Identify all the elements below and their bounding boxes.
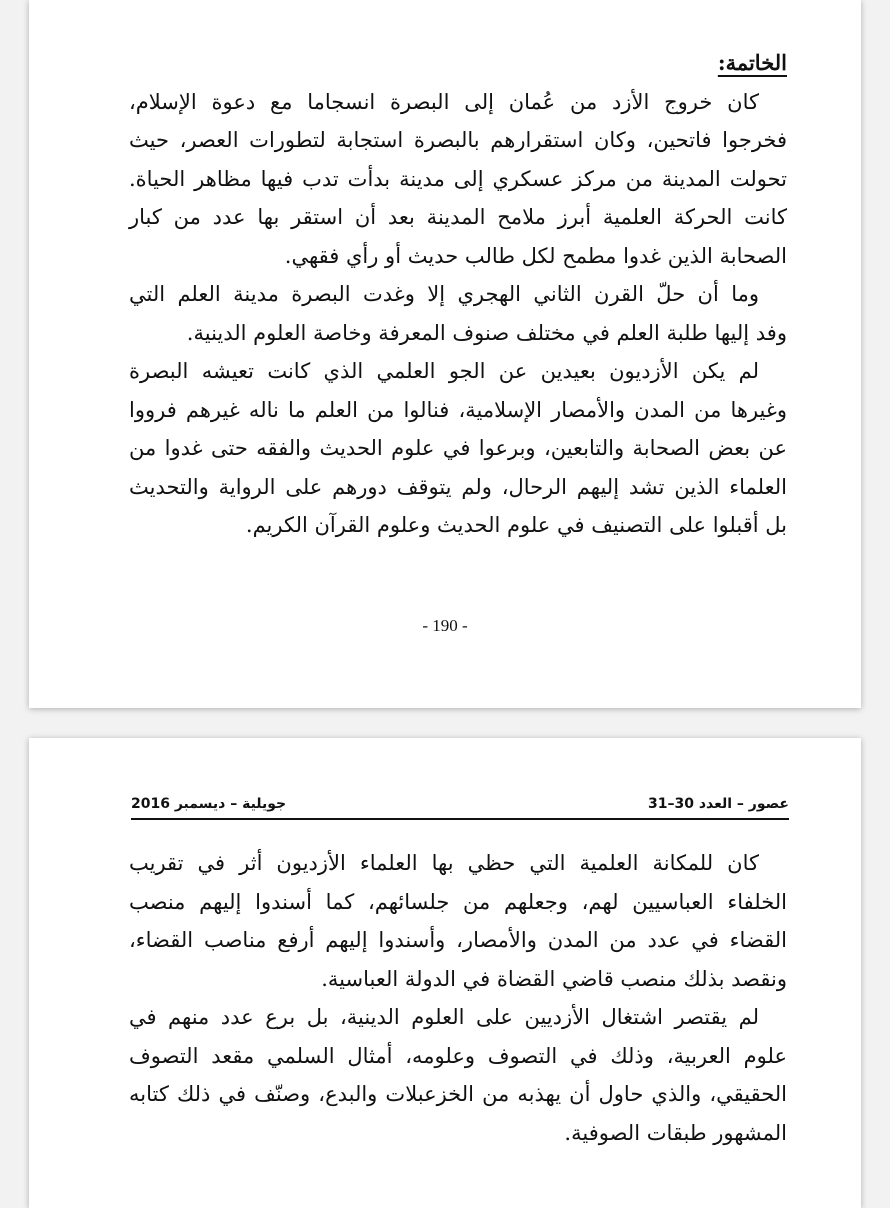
text-line: المشهور طبقات الصوفية. <box>564 1120 787 1145</box>
text-line: تحولت المدينة من مركز عسكري إلى مدينة بدأت تدب فيها مظاهر الحياة. <box>129 166 787 191</box>
text-line: عن بعض الصحابة والتابعين، وبرعوا في علوم الحديث والفقه حتى غدوا من <box>129 436 787 460</box>
running-header <box>131 794 789 820</box>
text-line: كانت الحركة العلمية أبرز ملامح المدينة بعد أن استقر بها عدد من كبار <box>129 205 787 229</box>
text-line: كان خروج الأزد من عُمان إلى البصرة انسجاما مع دعوة الإسلام، <box>129 89 759 114</box>
top-page-body <box>129 44 787 545</box>
paragraph <box>129 352 787 545</box>
paragraph <box>129 83 787 276</box>
paragraph <box>129 275 787 352</box>
bottom-page <box>29 738 861 1208</box>
text-line: علوم العربية، وذلك في التصوف وعلومه، أمثال السلمي مقعد التصوف <box>129 1043 787 1068</box>
bottom-page-body <box>129 844 787 1152</box>
text-line: لم يقتصر اشتغال الأزديين على العلوم الدينية، بل برع عدد منهم في <box>129 1005 759 1029</box>
text-line: كان للمكانة العلمية التي حظي بها العلماء الأزديون أثر في تقريب <box>129 851 759 875</box>
text-line: وغيرها من المدن والأمصار الإسلامية، فنالوا من العلم ما ناله غيرهم فرووا <box>129 397 787 422</box>
issue-date: جويلية – ديسمبر 2016 <box>131 796 287 812</box>
text-line: الحقيقي، والذي حاول أن يهذبه من الخزعبلات والبدع، وصنّف في ذلك كتابه <box>129 1082 787 1106</box>
text-line: وفد إليها طلبة العلم في مختلف صنوف المعرفة وخاصة العلوم الدينية. <box>186 320 787 345</box>
journal-issue: عصور – العدد 30–31 <box>647 796 789 812</box>
text-line: فخرجوا فاتحين، وكان استقرارهم بالبصرة استجابة لتطورات العصر، حيث <box>129 128 787 152</box>
text-line: لم يكن الأزديون بعيدين عن الجو العلمي الذي كانت تعيشه البصرة <box>129 359 759 383</box>
paragraph <box>129 844 787 998</box>
text-line: الخلفاء العباسيين لهم، وجعلهم من جلسائهم، كما أسندوا إليهم منصب <box>129 889 787 914</box>
text-line: ونقصد بذلك منصب قاضي القضاة في الدولة العباسية. <box>321 966 787 991</box>
text-line: القضاء في عدد من المدن والأمصار، وأسندوا إليهم أرفع مناصب القضاء، <box>129 928 787 952</box>
text-line: بل أقبلوا على التصنيف في علوم الحديث وعلوم القرآن الكريم. <box>245 513 787 537</box>
text-line: العلماء الذين تشد إليهم الرحال، ولم يتوقف دورهم على الرواية والتحديث <box>129 474 787 499</box>
paragraph <box>129 998 787 1152</box>
text-line: وما أن حلّ القرن الثاني الهجري إلا وغدت البصرة مدينة العلم التي <box>129 282 759 306</box>
conclusion-heading: الخاتمة: <box>717 50 787 75</box>
page-number: - 190 - <box>422 616 468 635</box>
text-line: الصحابة الذين غدوا مطمح لكل طالب حديث أو رأي فقهي. <box>284 243 787 268</box>
top-page <box>29 0 861 708</box>
